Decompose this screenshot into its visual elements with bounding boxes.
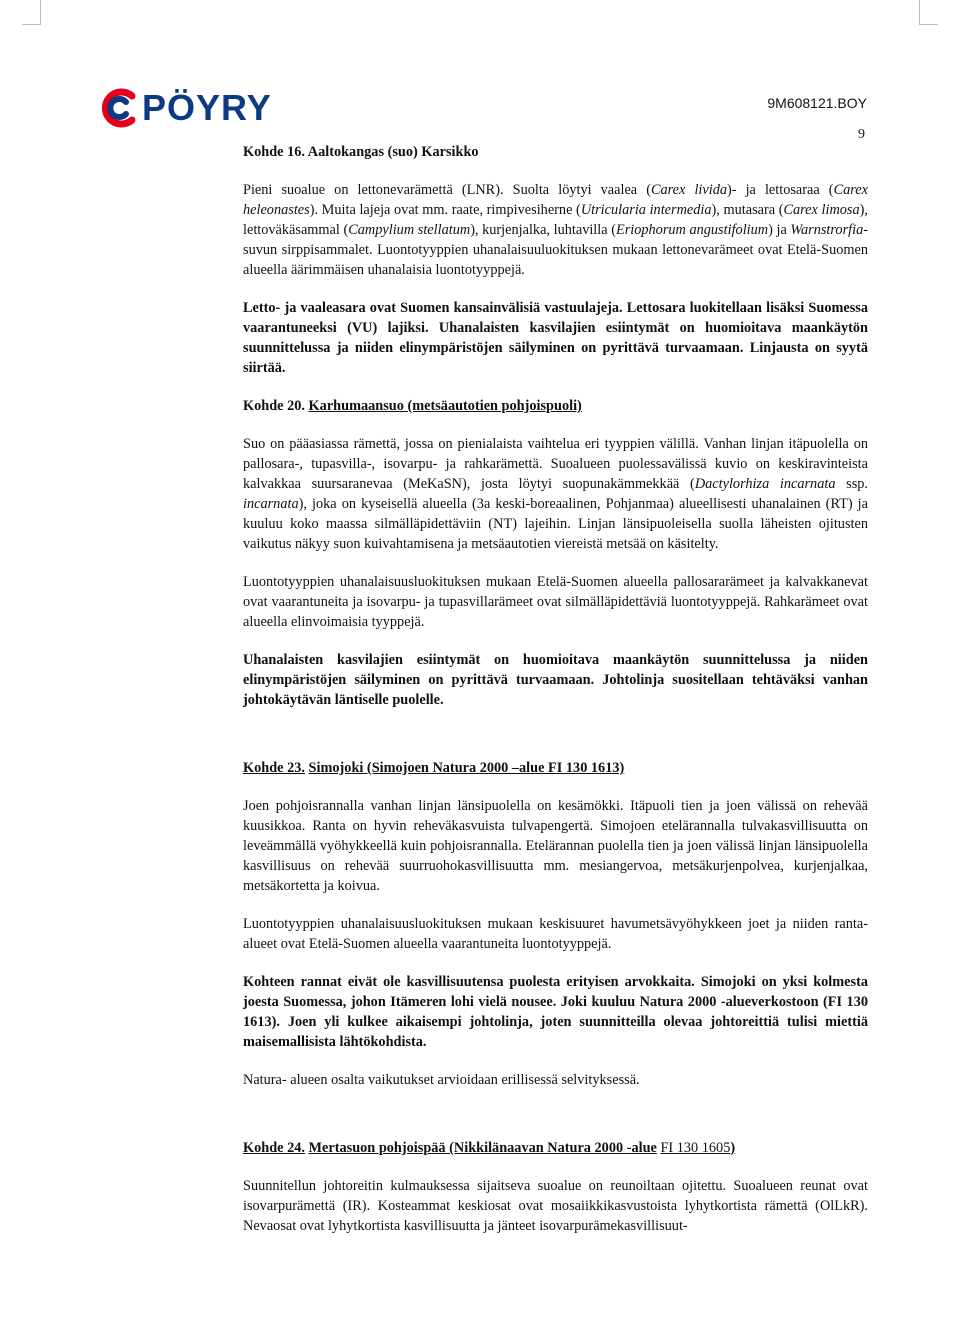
document-reference: 9M608121.BOY [767, 95, 867, 111]
section-24-heading: Kohde 24. Mertasuon pohjoispää (Nikkilänaavan Natura 2000 -alue FI 130 1605) [243, 1140, 736, 1156]
section-16-paragraph-2: Letto- ja vaaleasara ovat Suomen kansainvälisiä vastuulajeja. Lettosara luokitellaan lisäksi Suomessa vaarantuneeksi (VU) lajiksi. Uhanalaisten kasvilajien esiintymät on huomioitava maankäytön suunnittelussa ja niiden elinympäristöjen säilyminen on pyrittävä turvaamaan. Linjausta on syytä siirtää. [243, 300, 868, 376]
poyry-logo [100, 88, 272, 128]
section-20-paragraph-1: Suo on pääasiassa rämettä, jossa on pienialaista vaihtelua eri tyyppien välillä. Vanhan linjan itäpuolella on pallosara-, tupasvilla-, isovarpu- ja rahkarämettä. Suoalueen puolessavälissä kuvio on keskiravinteista kalvakkaa suursaranevaa (MeKaSN), josta löytyi suopunakämmekkää (Dactylorhiza incarnata ssp. incarnata), joka on kyseisellä alueella (3a keski-boreaalinen, Pohjanmaa) alueellisesti uhanalainen (RT) ja kuuluu koko maassa silmälläpidettäviin (NT) lajeihin. Linjan länsipuoleisella suolla läheisten ojitusten vaikutus näkyy suon kuivahtamisena ja metsäautotien viereistä metsää on käsitelty. [243, 436, 868, 552]
section-23-paragraph-1: Joen pohjoisrannalla vanhan linjan länsipuolella on kesämökki. Itäpuoli tien ja joen välissä on rehevää kuusikkoa. Ranta on hyvin reheväkasvuista tulvapengertä. Simojoen etelärannalla tulvakasvillisuutta on leveämmällä vyöhykkeellä kuin pohjoisrannalla. Etelärannan puolella tien ja joen välissä linjan länsipuolella kasvillisuus on rehevää suurruohokasvillisuutta mm. mesiangervoa, metsäkurjenpolvea, kurjenjalkaa, metsäkortetta ja koivua. [243, 798, 868, 894]
section-16-paragraph-1: Pieni suoalue on lettonevarämettä (LNR). Suolta löytyi vaalea (Carex livida)- ja lettosaraa (Carex heleonastes). Muita lajeja ovat mm. raate, rimpivesiherne (Utricularia intermedia), mutasara (Carex limosa), lettoväkäsammal (Campylium stellatum), kurjenjalka, luhtavilla (Eriophorum angustifolium) ja Warnstrorfia-suvun sirppisammalet. Luontotyyppien uhanalaisuuluokituksen mukaan lettonevarämeet ovat Etelä-Suomen alueella äärimmäisen uhanalaisia luontotyyppejä. [243, 182, 868, 278]
page-number: 9 [858, 127, 865, 142]
poyry-swirl-icon [100, 88, 138, 128]
crop-mark-top-left [22, 0, 41, 25]
section-23-paragraph-4: Natura- alueen osalta vaikutukset arvioidaan erillisessä selvityksessä. [243, 1072, 640, 1088]
section-20-paragraph-2: Luontotyyppien uhanalaisuusluokituksen mukaan Etelä-Suomen alueella pallosararämeet ja kalvakkanevat ovat vaarantuneita ja isovarpu- ja tupasvillarämeet ovat silmälläpidettäviä luontotyyppejä. Rahkarämeet ovat alueella elinvoimaisia tyyppejä. [243, 574, 868, 630]
crop-mark-top-right [919, 0, 938, 25]
section-23-heading: Kohde 23. Simojoki (Simojoen Natura 2000 –alue FI 130 1613) [243, 760, 625, 776]
section-16-heading: Kohde 16. Aaltokangas (suo) Karsikko [243, 144, 479, 160]
section-20-heading: Kohde 20. Karhumaansuo (metsäautotien pohjoispuoli) [243, 398, 582, 414]
document-body [243, 142, 868, 1254]
logo-text: PÖYRY [142, 87, 272, 128]
section-23-paragraph-3: Kohteen rannat eivät ole kasvillisuutensa puolesta erityisen arvokkaita. Simojoki on yksi kolmesta joesta Suomessa, johon Itämeren lohi vielä nousee. Joki kuuluu Natura 2000 -alueverkostoon (FI 130 1613). Joen yli kulkee aikaisempi johtolinja, joten suunnitteilla olevaa johtoreittiä tulisi miettiä maisemallisista lähtökohdista. [243, 974, 868, 1050]
section-20-paragraph-3: Uhanalaisten kasvilajien esiintymät on huomioitava maankäytön suunnittelussa ja niiden elinympäristöjen säilyminen on pyrittävä turvaamaan. Johtolinja suositellaan tehtäväksi vanhan johtokäytävän läntiselle puolelle. [243, 652, 868, 708]
section-24-paragraph-1: Suunnitellun johtoreitin kulmauksessa sijaitseva suoalue on reunoiltaan ojitettu. Suoalueen reunat ovat isovarpurämettä (IR). Kosteammat keskiosat ovat mosaiikkikasvustoista lyhytkortista rämettä (OlLkR). Nevaosat ovat lyhytkortista kasvillisuutta ja jänteet isovarpurämekasvillisuut- [243, 1178, 868, 1234]
section-23-paragraph-2: Luontotyyppien uhanalaisuusluokituksen mukaan keskisuuret havumetsävyöhykkeen joet ja niiden ranta-alueet ovat Etelä-Suomen alueella vaarantuneita luontotyyppejä. [243, 916, 868, 952]
